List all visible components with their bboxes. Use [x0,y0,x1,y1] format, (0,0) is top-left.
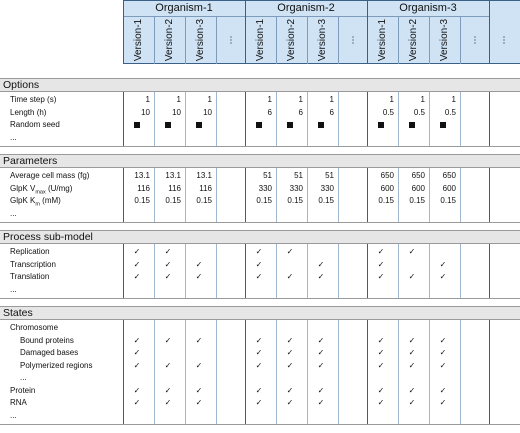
table-cell [155,119,181,131]
row-label: Time step (s) [10,95,57,104]
table-cell: ✓ [164,272,172,281]
column-divider [216,92,217,146]
column-divider [216,320,217,424]
column-divider [460,92,461,146]
table-cell: ✓ [408,360,416,370]
table-cell: ✓ [377,348,385,357]
row-label: Polymerized regions [20,360,93,370]
table-cell: ✓ [133,360,141,370]
table-cell [186,246,212,258]
table-cell: ✓ [286,385,294,395]
table-cell: ✓ [255,385,263,395]
section-title: States [3,307,33,319]
table-cell: ✓ [195,335,203,345]
column-divider [154,320,155,424]
version-divider [307,17,308,64]
checkbox-filled [409,122,415,128]
column-divider [398,244,399,298]
row-label: Random seed [10,120,60,129]
row-label: GlpK $V_{max}$ (U/mg) [10,183,73,196]
table-cell: 6 [298,107,303,117]
table-cell: ✓ [377,360,385,370]
more-versions-ellipsis: ⋯ [225,35,236,45]
group-divider [367,244,368,298]
column-divider [185,244,186,298]
table-cell: ✓ [317,272,325,281]
table-cell: 0.15 [196,196,212,205]
table-cell: 10 [141,107,150,117]
row-label: Chromosome [10,323,59,332]
table-cell: 1 [451,95,456,104]
table-cell: 51 [325,171,334,180]
table-cell: ✓ [195,259,203,269]
section-bottom-border [0,424,520,425]
group-divider [489,168,490,222]
column-divider [307,168,308,222]
column-divider [276,92,277,146]
table-cell: 13.1 [196,171,212,180]
version-divider [154,17,155,64]
group-divider [489,320,490,424]
column-divider [398,168,399,222]
table-cell [430,119,456,131]
group-divider [123,92,124,146]
table-cell: ✓ [439,259,447,269]
column-divider [276,320,277,424]
table-cell: 0.15 [318,196,334,205]
table-cell: ✓ [408,272,416,281]
table-cell: 0.15 [287,196,303,205]
table-cell: ✓ [377,259,385,269]
more-organisms-header [489,0,520,64]
version-divider [398,17,399,64]
row-label: ... [20,373,27,382]
table-cell: 330 [320,183,334,193]
section-title: Process sub-model [3,231,93,243]
group-divider [123,168,124,222]
table-cell [186,119,212,131]
column-divider [307,320,308,424]
column-divider [338,244,339,298]
table-cell: ✓ [286,348,294,357]
table-cell: 0.15 [440,196,456,205]
section-header [0,306,520,320]
table-cell: ✓ [377,398,385,407]
table-cell: 10 [172,107,181,117]
column-divider [460,320,461,424]
table-cell: ✓ [164,360,172,370]
table-cell: ✓ [286,272,294,281]
row-label: Translation [10,272,50,281]
table-cell: 116 [137,183,150,193]
row-label: ... [10,410,17,420]
group-divider [367,320,368,424]
more-versions-ellipsis: ⋯ [469,35,480,45]
table-cell: ✓ [317,348,325,357]
version-label: Version-3 [316,18,328,62]
checkbox-filled [440,122,446,128]
group-divider [489,92,490,146]
column-divider [398,92,399,146]
table-cell: 650 [411,171,425,180]
table-cell: ✓ [439,348,447,357]
section-title: Options [3,79,40,91]
table-cell: ✓ [317,360,325,370]
table-cell: ✓ [255,272,263,281]
table-cell: ✓ [317,259,325,269]
column-divider [154,168,155,222]
group-divider [123,320,124,424]
table-cell: ✓ [377,247,385,256]
table-cell: ✓ [164,335,172,345]
version-divider [429,17,430,64]
table-cell: ✓ [133,259,141,269]
column-divider [216,168,217,222]
table-cell: 1 [298,95,303,104]
table-cell [399,119,425,131]
table-cell: 116 [199,183,212,193]
table-cell: 6 [329,107,334,117]
checkbox-filled [318,122,324,128]
table-cell: ✓ [408,385,416,395]
row-label: Protein [10,385,36,395]
organism-name: Organism-2 [277,2,335,14]
checkbox-filled [287,122,293,128]
column-divider [216,244,217,298]
table-cell: ✓ [286,398,294,407]
column-divider [429,244,430,298]
table-cell: 10 [203,107,212,117]
table-cell [277,119,303,131]
table-cell: 1 [207,95,212,104]
table-cell: 1 [389,95,394,104]
checkbox-filled [134,122,140,128]
group-divider [367,92,368,146]
checkbox-filled [256,122,262,128]
table-cell: ✓ [439,385,447,395]
table-cell: 330 [289,183,303,193]
table-cell: 650 [442,171,456,180]
table-cell: ✓ [408,247,416,256]
table-cell: 0.15 [134,196,150,205]
checkbox-filled [378,122,384,128]
table-cell: 13.1 [165,171,181,180]
table-cell: ✓ [286,360,294,370]
column-divider [276,168,277,222]
table-cell: ✓ [164,385,172,395]
table-cell: ✓ [317,385,325,395]
version-label: Version-1 [132,18,144,62]
version-label: Version-1 [376,18,388,62]
table-cell: ✓ [133,272,141,281]
table-cell: 13.1 [134,171,150,180]
table-cell [308,119,334,131]
section-bottom-border [0,146,520,147]
table-cell: ✓ [164,247,172,256]
column-divider [154,244,155,298]
version-divider [460,17,461,64]
version-divider [185,17,186,64]
table-cell: ✓ [317,335,325,345]
version-label: Version-3 [438,18,450,62]
table-cell: 1 [176,95,181,104]
table-cell: ✓ [408,398,416,407]
table-cell: 600 [442,183,456,193]
table-cell: ✓ [408,348,416,357]
column-divider [307,244,308,298]
table-cell: 1 [420,95,425,104]
table-cell: 1 [267,95,272,104]
table-cell: 0.15 [165,196,181,205]
table-cell: 0.5 [382,107,394,117]
table-cell: 600 [380,183,394,193]
group-divider [489,244,490,298]
table-cell: ✓ [439,335,447,345]
table-cell: 0.15 [378,196,394,205]
row-label: Bound proteins [20,335,74,345]
column-divider [185,92,186,146]
group-divider [245,92,246,146]
table-cell [399,259,425,271]
column-divider [338,168,339,222]
row-label: Damaged bases [20,348,79,357]
table-cell: ✓ [255,247,263,256]
table-cell [186,347,212,359]
column-divider [338,92,339,146]
table-cell: ✓ [255,398,263,407]
table-cell [246,119,272,131]
table-cell: 600 [411,183,425,193]
table-cell: ✓ [286,247,294,256]
column-divider [154,92,155,146]
table-cell: ✓ [133,385,141,395]
version-divider [216,17,217,64]
table-cell: ✓ [377,272,385,281]
table-cell: 650 [380,171,394,180]
table-cell: ✓ [195,385,203,395]
column-divider [429,168,430,222]
checkbox-filled [165,122,171,128]
table-cell: ✓ [133,335,141,345]
table-cell: ✓ [195,360,203,370]
version-label: Version-3 [194,18,206,62]
group-divider [245,168,246,222]
table-cell: 0.15 [409,196,425,205]
table-cell: ✓ [195,272,203,281]
table-cell: ✓ [164,398,172,407]
version-label: Version-2 [407,18,419,62]
row-label: RNA [10,398,27,407]
checkbox-filled [196,122,202,128]
table-cell [124,119,150,131]
table-cell: 0.15 [256,196,272,205]
column-divider [338,320,339,424]
table-cell: ✓ [377,385,385,395]
group-divider [245,244,246,298]
more-versions-ellipsis: ⋯ [347,35,358,45]
column-divider [276,244,277,298]
organism-name: Organism-1 [155,2,213,14]
table-cell: ✓ [439,272,447,281]
table-cell: ✓ [408,335,416,345]
column-divider [460,168,461,222]
table-cell: ✓ [286,335,294,345]
table-cell: ✓ [164,259,172,269]
section-bottom-border [0,298,520,299]
table-cell: ✓ [133,398,141,407]
row-label: ... [10,132,17,142]
section-bottom-border [0,222,520,223]
table-cell: ✓ [317,398,325,407]
column-divider [429,320,430,424]
section-header [0,154,520,168]
table-cell [308,246,334,258]
table-cell: ✓ [439,360,447,370]
version-label: Version-2 [285,18,297,62]
table-cell [277,259,303,271]
table-cell: ✓ [255,360,263,370]
table-cell: 0.5 [413,107,425,117]
column-divider [460,244,461,298]
row-label: ... [10,208,17,218]
row-label: Average cell mass (fg) [10,171,90,180]
table-cell: ✓ [195,398,203,407]
table-cell: 6 [267,107,272,117]
table-cell [155,347,181,359]
row-label: ... [10,284,17,294]
version-divider [338,17,339,64]
section-title: Parameters [3,155,58,167]
group-divider [367,168,368,222]
table-cell: ✓ [377,335,385,345]
group-divider [245,320,246,424]
column-divider [307,92,308,146]
table-cell [430,246,456,258]
group-divider [123,244,124,298]
column-divider [185,168,186,222]
table-cell: ✓ [255,335,263,345]
organism-name: Organism-3 [399,2,457,14]
section-header [0,78,520,92]
column-divider [398,320,399,424]
more-organisms-ellipsis: ⋯ [498,35,509,45]
table-cell: 51 [294,171,303,180]
table-cell: ✓ [255,348,263,357]
table-cell [368,119,394,131]
table-cell: ✓ [133,348,141,357]
row-label: GlpK $K_m$ (mM) [10,196,61,208]
version-divider [276,17,277,64]
column-divider [429,92,430,146]
table-cell: 51 [263,171,272,180]
row-label: Transcription [10,259,56,269]
table-cell: 0.5 [444,107,456,117]
version-label: Version-2 [163,18,175,62]
table-cell: 1 [329,95,334,104]
row-label: Replication [10,247,50,256]
table-cell: ✓ [439,398,447,407]
table-cell: ✓ [133,247,141,256]
table-cell: 1 [145,95,150,104]
version-label: Version-1 [254,18,266,62]
table-cell: 116 [168,183,181,193]
table-cell: 330 [258,183,272,193]
column-divider [185,320,186,424]
table-cell: ✓ [255,259,263,269]
row-label: Length (h) [10,107,47,117]
